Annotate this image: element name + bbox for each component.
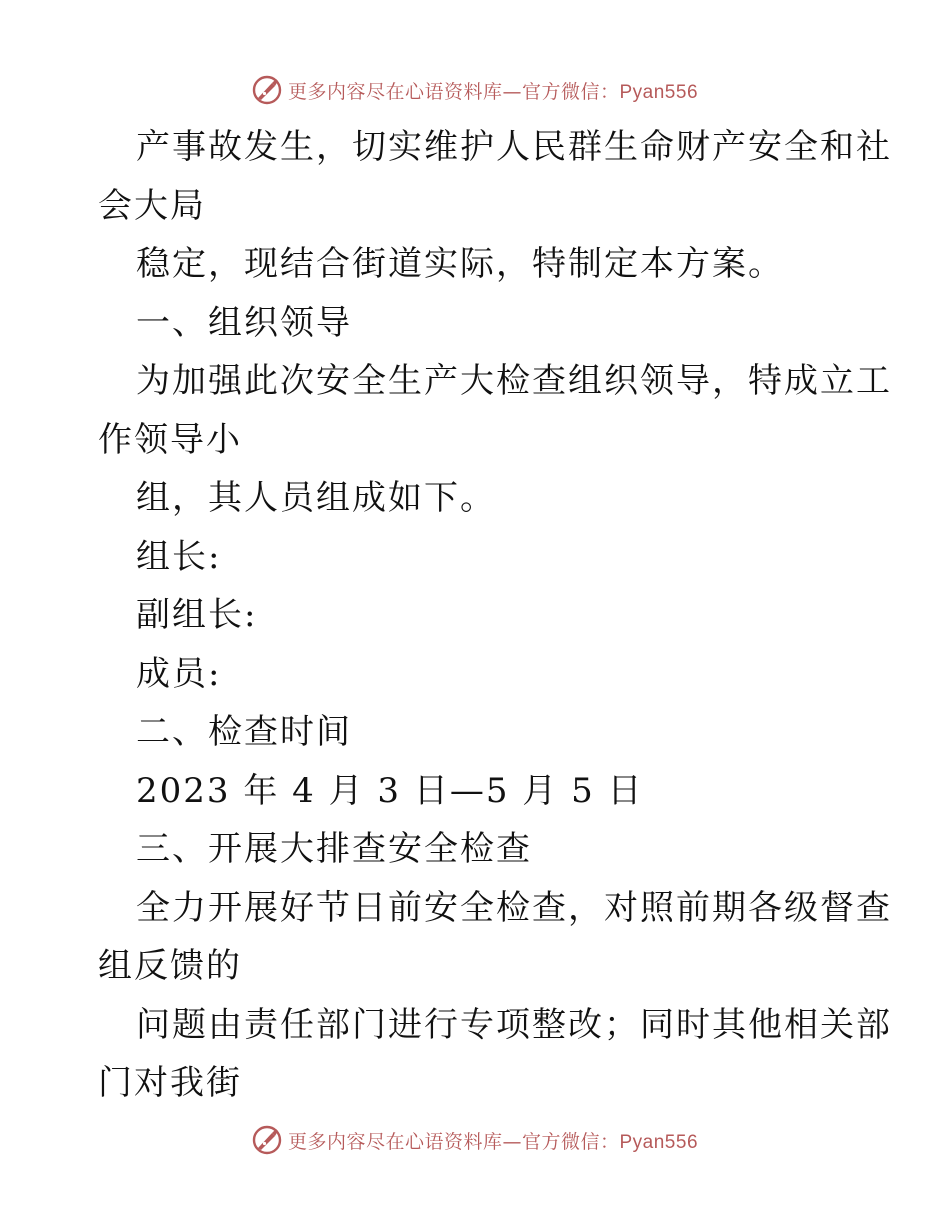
pen-nib-seal-icon bbox=[252, 1125, 282, 1155]
section-heading: 三、开展大排查安全检查 bbox=[136, 829, 532, 869]
body-line: 全力开展好节日前安全检查，对照前期各级督查 bbox=[136, 887, 892, 928]
footer-banner bbox=[0, 1120, 950, 1160]
header-banner bbox=[0, 70, 950, 110]
section-heading: 二、检查时间 bbox=[136, 712, 352, 752]
body-line: 为加强此次安全生产大检查组织领导，特成立工 bbox=[136, 361, 892, 401]
body-line: 组长: bbox=[136, 536, 222, 577]
footer-wechat-id: Pyan556 bbox=[619, 1131, 699, 1153]
body-line: 组反馈的 bbox=[98, 946, 242, 986]
footer-banner-text: 更多内容尽在心语资料库—官方微信： bbox=[287, 1130, 620, 1153]
body-line: 门对我街 bbox=[98, 1063, 242, 1103]
body-line: 组，其人员组成如下。 bbox=[136, 478, 496, 518]
body-line: 作领导小 bbox=[98, 419, 242, 460]
pen-nib-seal-icon bbox=[252, 75, 282, 105]
body-line: 产事故发生，切实维护人民群生命财产安全和社 bbox=[136, 127, 892, 167]
header-wechat-id: Pyan556 bbox=[619, 81, 699, 103]
document-body bbox=[98, 118, 892, 1113]
body-line: 2023 年 4 月 3 日—5 月 5 日 bbox=[136, 770, 644, 811]
body-line: 会大局 bbox=[98, 185, 206, 226]
body-line: 副组长: bbox=[136, 595, 258, 635]
body-line: 稳定，现结合街道实际，特制定本方案。 bbox=[136, 244, 784, 284]
section-heading: 一、组织领导 bbox=[136, 302, 352, 343]
body-line: 问题由责任部门进行专项整改；同时其他相关部 bbox=[136, 1004, 892, 1045]
body-line: 成员: bbox=[136, 653, 222, 694]
header-banner-text: 更多内容尽在心语资料库—官方微信： bbox=[287, 80, 620, 103]
